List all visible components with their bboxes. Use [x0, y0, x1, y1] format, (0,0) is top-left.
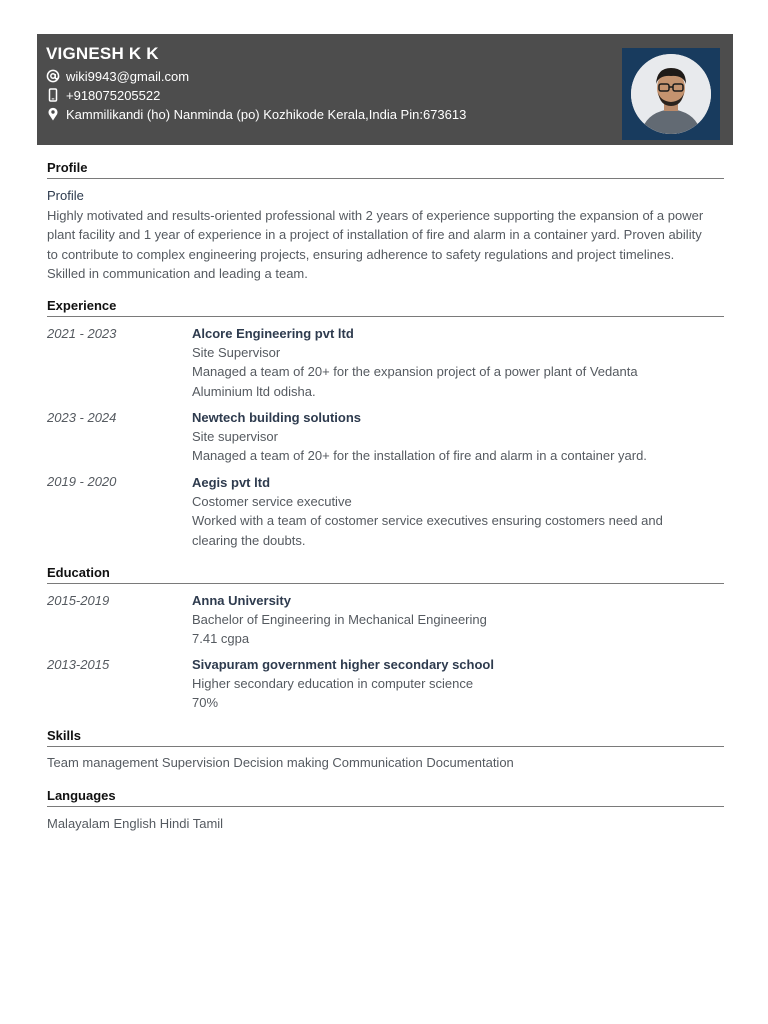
phone-row [46, 86, 160, 104]
experience-company: Aegis pvt ltd [192, 475, 271, 490]
experience-role: Site Supervisor [192, 345, 281, 361]
at-sign-icon [46, 69, 60, 83]
resume-header [37, 34, 733, 145]
experience-section-title: Experience [47, 298, 724, 317]
education-degree: Higher secondary education in computer science [192, 676, 474, 692]
experience-description: Managed a team of 20+ for the installation of fire and alarm in a container yard. [192, 448, 647, 464]
education-institution: Sivapuram government higher secondary school [192, 657, 494, 672]
experience-dates: 2019 - 2020 [47, 474, 117, 489]
education-score: 70% [192, 695, 219, 711]
languages-list: Malayalam English Hindi Tamil [47, 816, 224, 831]
experience-entry [192, 324, 692, 401]
experience-role: Site supervisor [192, 429, 278, 445]
profile-photo-frame [622, 48, 720, 140]
experience-entry [192, 473, 692, 550]
experience-company: Newtech building solutions [192, 410, 361, 425]
education-dates: 2013-2015 [47, 657, 110, 672]
candidate-name: VIGNESH K K [46, 44, 159, 63]
experience-dates: 2021 - 2023 [47, 326, 117, 341]
profile-photo [631, 54, 711, 134]
education-dates: 2015-2019 [47, 593, 110, 608]
map-pin-icon [46, 107, 60, 121]
mobile-phone-icon [46, 88, 60, 102]
profile-section-title: Profile [47, 160, 724, 179]
address-row [46, 105, 466, 123]
experience-dates: 2023 - 2024 [47, 410, 117, 425]
experience-entry [192, 408, 692, 466]
education-entry [192, 655, 692, 713]
address-text: Kammilikandi (ho) Nanminda (po) Kozhikode Kerala,India Pin:673613 [66, 106, 467, 122]
education-section-title: Education [47, 565, 724, 584]
skills-section-title: Skills [47, 728, 724, 747]
experience-description: Managed a team of 20+ for the expansion project of a power plant of Vedanta Aluminium ltd odisha. [192, 364, 638, 399]
email-text[interactable]: wiki9943@gmail.com [66, 68, 190, 84]
phone-text[interactable]: +918075205522 [66, 87, 161, 103]
experience-role: Costomer service executive [192, 494, 352, 510]
education-score: 7.41 cgpa [192, 631, 250, 647]
skills-list: Team management Supervision Decision making Communication Documentation [47, 755, 514, 770]
experience-company: Alcore Engineering pvt ltd [192, 326, 354, 341]
email-row [46, 67, 189, 85]
education-degree: Bachelor of Engineering in Mechanical Engineering [192, 612, 487, 628]
experience-description: Worked with a team of costomer service executives ensuring costomers need and clearing the doubts. [192, 513, 663, 548]
languages-section-title: Languages [47, 788, 724, 807]
profile-summary: Highly motivated and results-oriented professional with 2 years of experience supporting the expansion of a power plant facility and 1 year of experience in a project of installation of fire and alarm in a container yard. Proven ability to contribute to complex engineering projects, ensuring adherence to safety regulations and project timelines. Skilled in communication and leading a team. [47, 208, 704, 281]
education-entry [192, 591, 692, 649]
profile-subtitle: Profile [47, 188, 84, 203]
education-institution: Anna University [192, 593, 291, 608]
